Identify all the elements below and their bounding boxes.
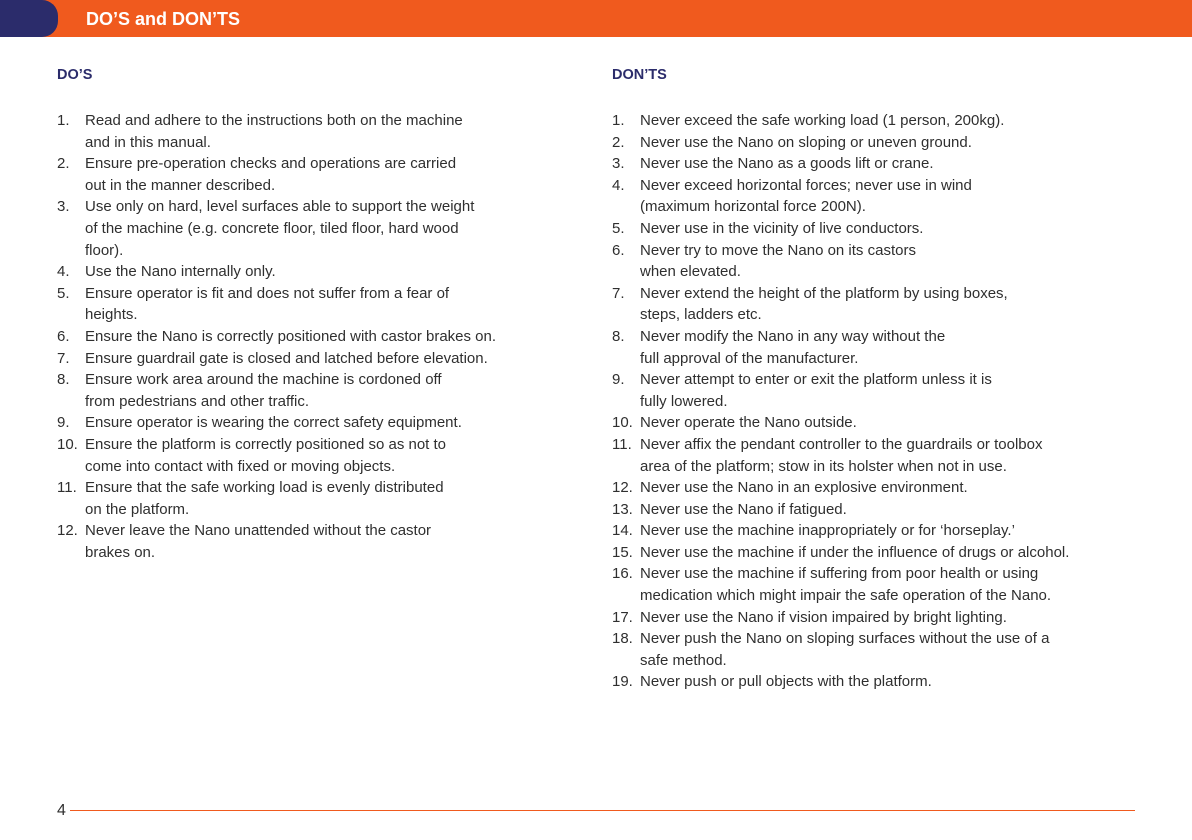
item-text	[640, 628, 1142, 671]
item-text	[640, 153, 1142, 175]
item-text-line: Ensure operator is wearing the correct safety equipment.	[85, 414, 462, 432]
item-number: 8.	[57, 371, 70, 389]
donts-list	[612, 110, 1142, 693]
dos-list-item	[57, 348, 557, 370]
item-text	[85, 520, 557, 563]
donts-list-item	[612, 499, 1142, 521]
item-text	[85, 283, 557, 326]
item-number: 19.	[612, 673, 633, 691]
dos-list-item	[57, 477, 557, 520]
item-text	[85, 261, 557, 283]
donts-list-item	[612, 412, 1142, 434]
header-tab-accent	[0, 0, 58, 37]
item-number: 11.	[57, 479, 77, 497]
dos-list-item	[57, 153, 557, 196]
item-text-line: Ensure pre-operation checks and operations are carried	[85, 155, 457, 173]
item-text-line: on the platform.	[85, 500, 190, 518]
item-number: 6.	[612, 241, 625, 259]
item-text	[640, 477, 1142, 499]
donts-list-item	[612, 218, 1142, 240]
item-text-line: Never affix the pendant controller to the guardrails or toolbox	[640, 435, 1043, 453]
item-text	[640, 412, 1142, 434]
item-text-line: Never operate the Nano outside.	[640, 414, 857, 432]
item-text-line: Never push or pull objects with the platform.	[640, 673, 932, 691]
item-text	[640, 671, 1142, 693]
donts-heading: DON’TS	[612, 67, 667, 83]
item-number: 17.	[612, 608, 633, 626]
item-number: 1.	[57, 112, 70, 129]
item-text-line: Never exceed horizontal forces; never use in wind	[640, 176, 972, 194]
item-text-line: Never use the machine if suffering from poor health or using	[640, 565, 1039, 583]
item-text	[85, 110, 557, 153]
item-number: 11.	[612, 435, 632, 453]
footer-divider	[70, 810, 1135, 811]
item-number: 18.	[612, 630, 633, 648]
item-text-line: Never leave the Nano unattended without the castor	[85, 522, 432, 540]
item-number: 16.	[612, 565, 633, 583]
item-text	[85, 477, 557, 520]
item-number: 8.	[612, 327, 625, 345]
dos-list-item	[57, 369, 557, 412]
item-number: 14.	[612, 522, 633, 540]
donts-list-item	[612, 132, 1142, 154]
item-text	[640, 434, 1142, 477]
donts-list-item	[612, 671, 1142, 693]
item-text-line: Never use the Nano in an explosive environment.	[640, 479, 968, 497]
item-number: 9.	[612, 371, 625, 389]
item-text-line: Never use the Nano if vision impaired by bright lighting.	[640, 608, 1007, 626]
dos-list-item	[57, 196, 557, 261]
item-text	[640, 240, 1142, 283]
item-text	[85, 153, 557, 196]
item-text-line: when elevated.	[640, 263, 741, 281]
item-text-line: Never use in the vicinity of live conductors.	[640, 219, 924, 237]
item-text-line: Ensure the Nano is correctly positioned with castor brakes on.	[85, 327, 497, 345]
item-text-line: out in the manner described.	[85, 176, 276, 194]
item-text	[85, 326, 557, 348]
item-number: 13.	[612, 500, 633, 518]
donts-list-item	[612, 153, 1142, 175]
dos-list	[57, 110, 557, 563]
donts-list-item	[612, 369, 1142, 412]
dos-list-item	[57, 261, 557, 283]
item-number: 3.	[57, 198, 70, 216]
donts-list-item	[612, 326, 1142, 369]
page-title: DO’S and DON’TS	[86, 9, 241, 29]
item-text-line: fully lowered.	[640, 392, 728, 410]
item-text-line: Ensure the platform is correctly positioned so as not to	[85, 435, 447, 453]
donts-list-item	[612, 175, 1142, 218]
item-text	[85, 434, 557, 477]
item-text-line: Never use the Nano on sloping or uneven ground.	[640, 133, 972, 151]
item-text	[85, 412, 557, 434]
item-number: 5.	[57, 284, 70, 302]
dos-list-item	[57, 110, 557, 153]
page-number: 4	[57, 802, 66, 819]
item-number: 5.	[612, 219, 625, 237]
item-text-line: floor).	[85, 241, 124, 259]
item-number: 9.	[57, 414, 70, 432]
item-number: 6.	[57, 327, 70, 345]
item-text-line: of the machine (e.g. concrete floor, tiled floor, hard wood	[85, 219, 459, 237]
item-number: 7.	[57, 349, 70, 367]
item-number: 10.	[57, 435, 78, 453]
dos-list-item	[57, 434, 557, 477]
dos-list-item	[57, 520, 557, 563]
item-text-line: Never extend the height of the platform by using boxes,	[640, 284, 1008, 302]
item-text	[640, 520, 1142, 542]
item-text-line: Never use the Nano if fatigued.	[640, 500, 847, 518]
item-text-line: area of the platform; stow in its holster when not in use.	[640, 457, 1007, 475]
dos-list-item	[57, 412, 557, 434]
donts-list-item	[612, 240, 1142, 283]
item-text	[85, 196, 557, 261]
item-text-line: Use the Nano internally only.	[85, 263, 276, 281]
item-text-line: from pedestrians and other traffic.	[85, 392, 310, 410]
donts-list-item	[612, 628, 1142, 671]
item-text-line: Ensure that the safe working load is evenly distributed	[85, 479, 444, 497]
item-number: 10.	[612, 414, 633, 432]
item-text	[640, 132, 1142, 154]
item-text	[640, 563, 1142, 606]
item-number: 3.	[612, 155, 625, 173]
item-text-line: Never try to move the Nano on its castors	[640, 241, 916, 259]
item-text-line: Read and adhere to the instructions both on the machine	[85, 112, 463, 129]
item-text-line: Use only on hard, level surfaces able to support the weight	[85, 198, 475, 216]
donts-list-item	[612, 283, 1142, 326]
item-text-line: Never use the machine if under the influence of drugs or alcohol.	[640, 543, 1070, 561]
item-number: 2.	[612, 133, 625, 151]
item-text	[640, 175, 1142, 218]
donts-list-item	[612, 477, 1142, 499]
item-text-line: Never use the machine inappropriately or for ‘horseplay.’	[640, 522, 1015, 540]
item-text-line: Never modify the Nano in any way without the	[640, 327, 946, 345]
item-number: 7.	[612, 284, 625, 302]
item-text-line: steps, ladders etc.	[640, 306, 762, 324]
donts-list-item	[612, 607, 1142, 629]
item-text-line: come into contact with fixed or moving objects.	[85, 457, 396, 475]
item-text-line: (maximum horizontal force 200N).	[640, 198, 866, 216]
item-number: 1.	[612, 112, 625, 129]
item-number: 12.	[57, 522, 78, 540]
donts-list-item	[612, 520, 1142, 542]
item-text-line: brakes on.	[85, 543, 156, 561]
item-text-line: full approval of the manufacturer.	[640, 349, 859, 367]
item-text	[640, 499, 1142, 521]
dos-section	[57, 66, 557, 563]
item-text	[85, 348, 557, 370]
item-text	[640, 110, 1142, 132]
item-number: 4.	[57, 263, 70, 281]
item-text-line: Never push the Nano on sloping surfaces without the use of a	[640, 630, 1050, 648]
donts-list-item	[612, 563, 1142, 606]
item-text	[640, 326, 1142, 369]
donts-list-item	[612, 110, 1142, 132]
item-text-line: heights.	[85, 306, 138, 324]
item-text	[85, 369, 557, 412]
item-text-line: Ensure operator is fit and does not suffer from a fear of	[85, 284, 450, 302]
donts-list-item	[612, 542, 1142, 564]
item-text	[640, 607, 1142, 629]
item-number: 12.	[612, 479, 633, 497]
item-text-line: safe method.	[640, 651, 727, 669]
item-number: 15.	[612, 543, 633, 561]
donts-section	[612, 66, 1142, 693]
item-text	[640, 369, 1142, 412]
item-text-line: Never use the Nano as a goods lift or crane.	[640, 155, 934, 173]
item-text	[640, 283, 1142, 326]
item-number: 2.	[57, 155, 70, 173]
dos-list-item	[57, 326, 557, 348]
dos-list-item	[57, 283, 557, 326]
item-text-line: Ensure guardrail gate is closed and latched before elevation.	[85, 349, 488, 367]
item-text-line: and in this manual.	[85, 133, 211, 151]
dos-heading: DO’S	[57, 67, 93, 83]
item-text-line: medication which might impair the safe operation of the Nano.	[640, 587, 1052, 605]
donts-list-item	[612, 434, 1142, 477]
item-text-line: Never exceed the safe working load (1 person, 200kg).	[640, 112, 1005, 129]
item-number: 4.	[612, 176, 625, 194]
item-text-line: Ensure work area around the machine is cordoned off	[85, 371, 442, 389]
item-text	[640, 218, 1142, 240]
item-text	[640, 542, 1142, 564]
item-text-line: Never attempt to enter or exit the platform unless it is	[640, 371, 992, 389]
